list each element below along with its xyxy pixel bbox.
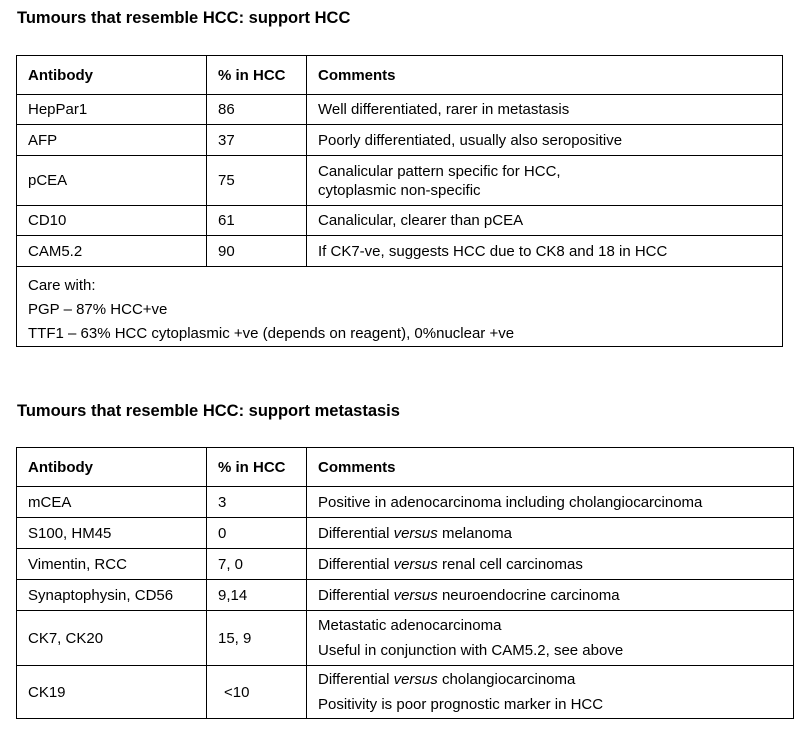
care-note-row [17, 267, 783, 347]
comment-cell [307, 580, 794, 611]
care-note-line: TTF1 – 63% HCC cytoplasmic +ve (depends on reagent), 0%nuclear +ve [28, 325, 515, 342]
antibody-cell: Vimentin, RCC [17, 549, 207, 580]
comment-line: Metastatic adenocarcinoma [318, 617, 502, 634]
pct-cell: 86 [207, 95, 307, 125]
comment-italic: versus [393, 586, 438, 604]
header-comments: Comments [307, 448, 794, 487]
comment-text: neuroendocrine carcinoma [437, 586, 620, 604]
pct-cell: 61 [207, 206, 307, 236]
care-note-line: PGP – 87% HCC+ve [28, 301, 168, 318]
antibody-cell: CK7, CK20 [17, 611, 207, 666]
pct-cell: <10 [207, 666, 307, 719]
pct-cell: 9,14 [207, 580, 307, 611]
table-row [17, 666, 794, 719]
comment-line: Positivity is poor prognostic marker in HCC [318, 696, 604, 713]
care-note-line: Care with: [28, 277, 96, 294]
table-row [17, 580, 794, 611]
table-header-row [17, 448, 794, 487]
pct-cell: 37 [207, 125, 307, 156]
comment-text: Differential [318, 586, 394, 604]
comment-text: Differential [318, 671, 394, 688]
comment-italic: versus [393, 671, 438, 688]
comment-text: cholangiocarcinoma [437, 671, 576, 688]
antibody-cell: CD10 [17, 206, 207, 236]
comment-cell [307, 611, 794, 666]
support-metastasis-table [16, 447, 794, 719]
pct-cell: 75 [207, 156, 307, 206]
comment-cell: If CK7-ve, suggests HCC due to CK8 and 18 in HCC [307, 236, 783, 267]
table-row [17, 549, 794, 580]
table-row [17, 487, 794, 518]
comment-cell [307, 156, 783, 206]
comment-line: cytoplasmic non-specific [318, 181, 481, 199]
comment-cell: Poorly differentiated, usually also seropositive [307, 125, 783, 156]
comment-text: renal cell carcinomas [437, 555, 583, 573]
comment-text: Differential [318, 524, 394, 542]
table-header-row [17, 56, 783, 95]
header-comments: Comments [307, 56, 783, 95]
comment-italic: versus [393, 555, 438, 573]
pct-cell: 15, 9 [207, 611, 307, 666]
comment-cell [307, 487, 794, 518]
comment-cell [307, 518, 794, 549]
pct-cell: 3 [207, 487, 307, 518]
antibody-cell: CAM5.2 [17, 236, 207, 267]
header-pct-in-hcc: % in HCC [207, 56, 307, 95]
table-row [17, 236, 783, 267]
comment-cell [307, 549, 794, 580]
antibody-cell: S100, HM45 [17, 518, 207, 549]
care-note [17, 267, 783, 347]
header-antibody: Antibody [17, 448, 207, 487]
comment-cell: Well differentiated, rarer in metastasis [307, 95, 783, 125]
pct-cell: 7, 0 [207, 549, 307, 580]
table-row [17, 95, 783, 125]
support-hcc-table [16, 55, 783, 347]
pct-cell: 0 [207, 518, 307, 549]
table-row [17, 611, 794, 666]
header-antibody: Antibody [17, 56, 207, 95]
comment-text: Positive in adenocarcinoma including cholangiocarcinoma [318, 493, 703, 511]
comment-line [318, 670, 793, 689]
table-row [17, 206, 783, 236]
antibody-cell: CK19 [17, 666, 207, 719]
section1-title: Tumours that resemble HCC: support HCC [17, 9, 351, 27]
comment-cell: Canalicular, clearer than pCEA [307, 206, 783, 236]
comment-cell [307, 666, 794, 719]
comment-italic: versus [393, 524, 438, 542]
section2-title: Tumours that resemble HCC: support metastasis [17, 402, 400, 420]
table-row [17, 156, 783, 206]
comment-text: melanoma [437, 524, 512, 542]
antibody-cell: mCEA [17, 487, 207, 518]
comment-line: Useful in conjunction with CAM5.2, see above [318, 642, 624, 659]
pct-cell: 90 [207, 236, 307, 267]
antibody-cell: HepPar1 [17, 95, 207, 125]
comment-text: Differential [318, 555, 394, 573]
header-pct-in-hcc: % in HCC [207, 448, 307, 487]
table-row [17, 125, 783, 156]
antibody-cell: AFP [17, 125, 207, 156]
comment-line: Canalicular pattern specific for HCC, [318, 162, 561, 180]
antibody-cell: Synaptophysin, CD56 [17, 580, 207, 611]
table-row [17, 518, 794, 549]
antibody-cell: pCEA [17, 156, 207, 206]
